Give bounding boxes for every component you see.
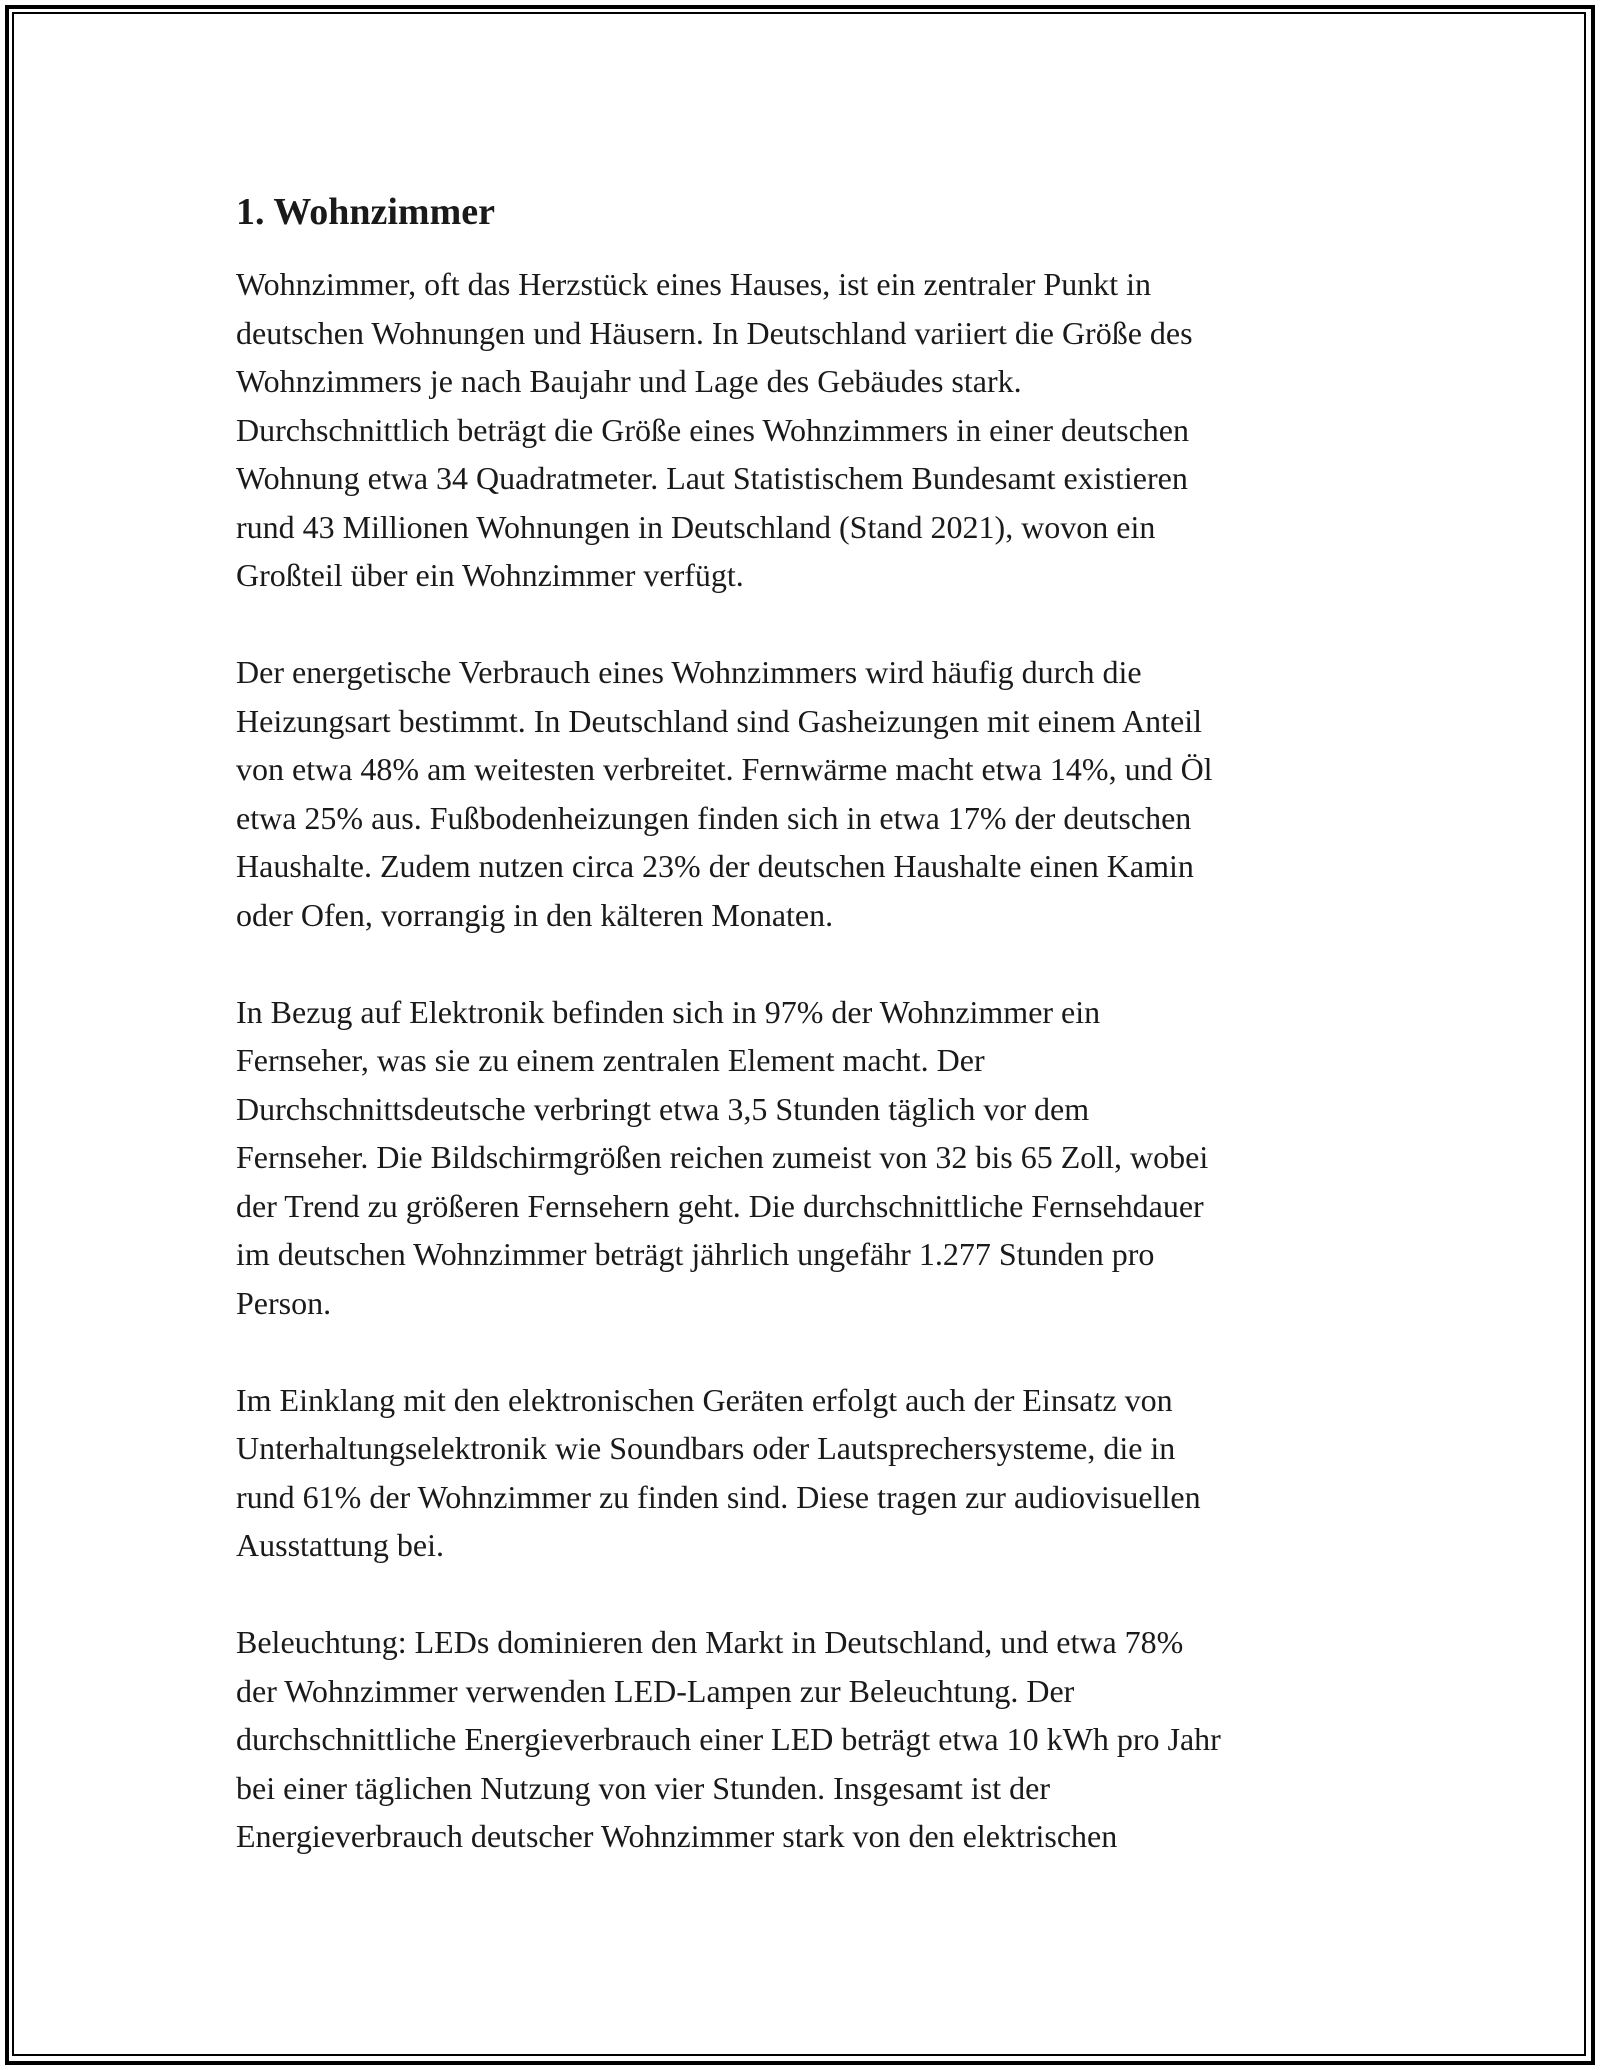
text-line: Wohnung etwa 34 Quadratmeter. Laut Statistischem Bundesamt existieren — [236, 460, 1188, 496]
text-line: Heizungsart bestimmt. In Deutschland sind Gasheizungen mit einem Anteil — [236, 702, 1203, 739]
text-line: durchschnittliche Energieverbrauch einer LED beträgt etwa 10 kWh pro Jahr — [236, 1721, 1221, 1757]
text-line: Haushalte. Zudem nutzen circa 23% der deutschen Haushalte einen Kamin — [236, 848, 1194, 884]
text-line: Beleuchtung: LEDs dominieren den Markt in Deutschland, und etwa 78% — [236, 1624, 1184, 1660]
text-line: oder Ofen, vorrangig in den kälteren Monaten. — [236, 896, 834, 933]
text-line: Durchschnittlich beträgt die Größe eines Wohnzimmers in einer deutschen — [236, 411, 1189, 448]
paragraph-lighting — [236, 1618, 1376, 1861]
text-line: rund 61% der Wohnzimmer zu finden sind. Diese tragen zur audiovisuellen — [236, 1478, 1201, 1515]
text-line: Großteil über ein Wohnzimmer verfügt. — [236, 557, 744, 593]
text-line: Fernseher, was sie zu einem zentralen Element macht. Der — [236, 1042, 985, 1078]
text-line: Wohnzimmers je nach Baujahr und Lage des Gebäudes stark. — [236, 363, 1022, 399]
paragraph-electronics — [236, 988, 1376, 1328]
text-line: etwa 25% aus. Fußbodenheizungen finden sich in etwa 17% der deutschen — [236, 799, 1192, 836]
text-line: Person. — [236, 1284, 332, 1321]
text-line: Fernseher. Die Bildschirmgrößen reichen zumeist von 32 bis 65 Zoll, wobei — [236, 1139, 1209, 1175]
text-line: Ausstattung bei. — [236, 1527, 444, 1563]
text-line: Durchschnittsdeutsche verbringt etwa 3,5 Stunden täglich vor dem — [236, 1090, 1090, 1127]
text-line: Wohnzimmer, oft das Herzstück eines Hauses, ist ein zentraler Punkt in — [236, 266, 1151, 302]
text-line: deutschen Wohnungen und Häusern. In Deutschland variiert die Größe des — [236, 314, 1193, 351]
text-line: Energieverbrauch deutscher Wohnzimmer stark von den elektrischen — [236, 1818, 1118, 1854]
text-line: von etwa 48% am weitesten verbreitet. Fernwärme macht etwa 14%, und Öl — [236, 751, 1213, 787]
text-line: der Wohnzimmer verwenden LED-Lampen zur Beleuchtung. Der — [236, 1672, 1075, 1709]
text-line: In Bezug auf Elektronik befinden sich in 97% der Wohnzimmer ein — [236, 993, 1101, 1030]
paragraph-entertainment — [236, 1376, 1376, 1570]
text-line: bei einer täglichen Nutzung von vier Stunden. Insgesamt ist der — [236, 1769, 1051, 1806]
document-body — [236, 186, 1376, 1909]
text-line: im deutschen Wohnzimmer beträgt jährlich ungefähr 1.277 Stunden pro — [236, 1236, 1155, 1272]
text-line: Im Einklang mit den elektronischen Geräten erfolgt auch der Einsatz von — [236, 1381, 1173, 1418]
text-line: Der energetische Verbrauch eines Wohnzimmers wird häufig durch die — [236, 654, 1142, 690]
text-line: rund 43 Millionen Wohnungen in Deutschland (Stand 2021), wovon ein — [236, 508, 1156, 545]
section-heading: 1. Wohnzimmer — [236, 191, 495, 233]
paragraph-heating — [236, 648, 1376, 939]
text-line: Unterhaltungselektronik wie Soundbars oder Lautsprechersysteme, die in — [236, 1430, 1176, 1466]
text-line: der Trend zu größeren Fernsehern geht. Die durchschnittliche Fernsehdauer — [236, 1187, 1204, 1224]
paragraph-intro — [236, 260, 1376, 600]
